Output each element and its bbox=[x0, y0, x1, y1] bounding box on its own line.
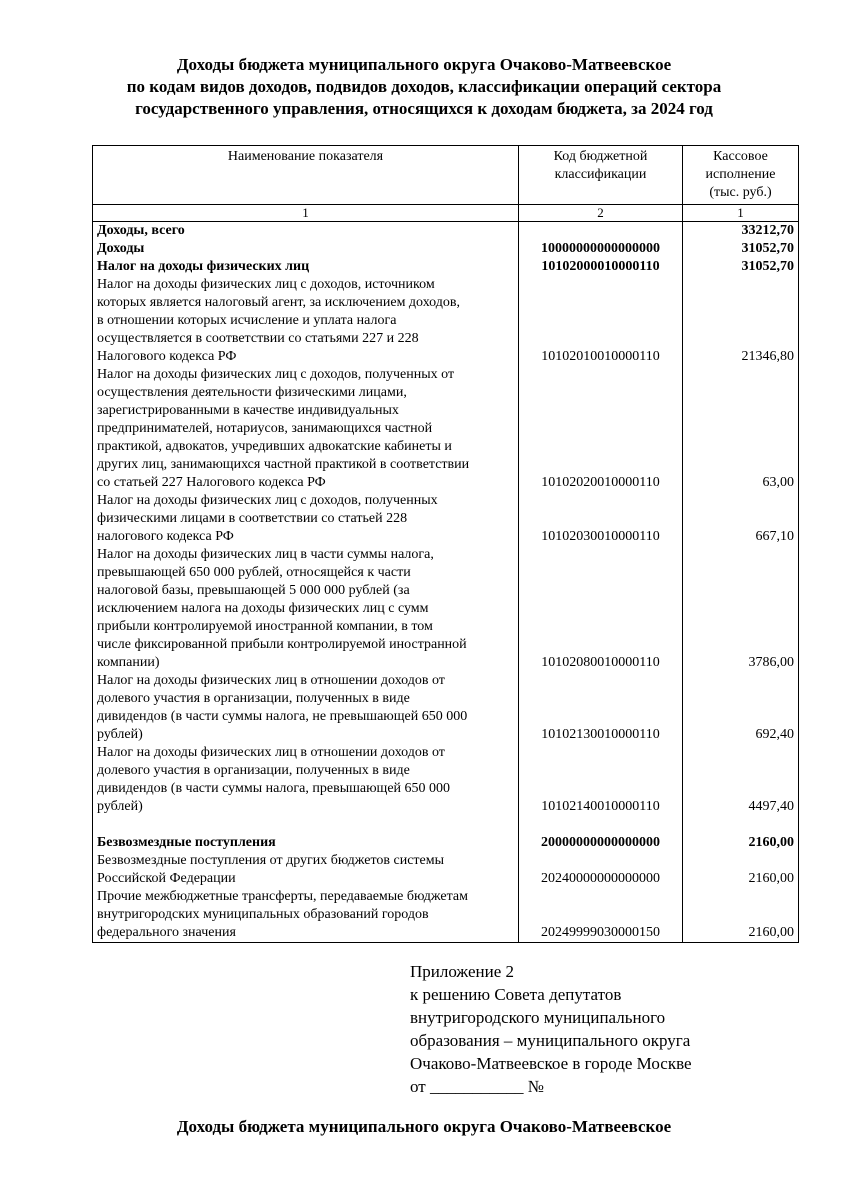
column-number-2: 2 bbox=[519, 205, 683, 222]
budget-code-cell: 10102130010000110 bbox=[519, 672, 683, 744]
spacer-cell bbox=[683, 816, 799, 834]
indicator-name-line: рублей) bbox=[97, 799, 143, 814]
ndfl-dividends-under-650k-row bbox=[93, 672, 799, 744]
budget-code-cell: 10102080010000110 bbox=[519, 546, 683, 672]
table-header-row bbox=[93, 146, 799, 205]
indicator-name-line: осуществления деятельности физическими лицами, bbox=[97, 385, 407, 400]
indicator-name-line: зарегистрированными в качестве индивидуальных bbox=[97, 403, 399, 418]
income-row bbox=[93, 240, 799, 258]
indicator-name-line: Доходы bbox=[97, 241, 145, 256]
indicator-name-line: долевого участия в организации, полученных в виде bbox=[97, 763, 410, 778]
indicator-name-line: практикой, адвокатов, учредивших адвокатские кабинеты и bbox=[97, 439, 452, 454]
indicator-name-line: Налог на доходы физических лиц с доходов, полученных bbox=[97, 493, 438, 508]
cash-execution-cell: 21346,80 bbox=[683, 276, 799, 366]
indicator-name-line: превышающей 650 000 рублей, относящейся к части bbox=[97, 565, 411, 580]
appendix-line-4: образования – муниципального округа bbox=[410, 1031, 691, 1050]
header-code bbox=[519, 146, 683, 205]
indicator-name-line: внутригородских муниципальных образований городов bbox=[97, 907, 429, 922]
indicator-name-line: Налог на доходы физических лиц в отношении доходов от bbox=[97, 673, 445, 688]
header-name bbox=[93, 146, 519, 205]
cash-execution-cell: 667,10 bbox=[683, 492, 799, 546]
header-value bbox=[683, 146, 799, 205]
indicator-name-line: осуществляется в соответствии со статьями 227 и 228 bbox=[97, 331, 419, 346]
appendix-line-1: Приложение 2 bbox=[410, 962, 514, 981]
column-number-3: 1 bbox=[683, 205, 799, 222]
indicator-name-line: предпринимателей, нотариусов, занимающихся частной bbox=[97, 421, 433, 436]
header-code-line-1: Код бюджетной bbox=[553, 149, 648, 164]
gratuitous-budgets-row bbox=[93, 852, 799, 888]
header-name-text: Наименование показателя bbox=[227, 149, 384, 164]
indicator-name-line: Налог на доходы физических лиц с доходов, полученных от bbox=[97, 367, 455, 382]
column-number-1: 1 bbox=[93, 205, 519, 222]
budget-code-cell: 10102020010000110 bbox=[519, 366, 683, 492]
indicator-name-cell bbox=[93, 672, 519, 744]
indicator-name-line: Прочие межбюджетные трансферты, передаваемые бюджетам bbox=[97, 889, 468, 904]
indicator-name-line: Налог на доходы физических лиц в отношении доходов от bbox=[97, 745, 445, 760]
budget-code-cell: 10000000000000000 bbox=[519, 240, 683, 258]
header-value-line-3: (тыс. руб.) bbox=[709, 185, 772, 200]
gratuitous-receipts-row bbox=[93, 834, 799, 852]
budget-code-cell bbox=[519, 222, 683, 241]
budget-code-cell: 10102010010000110 bbox=[519, 276, 683, 366]
indicator-name-line: Безвозмездные поступления bbox=[97, 835, 276, 850]
appendix-line-2: к решению Совета депутатов bbox=[410, 985, 622, 1004]
cash-execution-cell: 2160,00 bbox=[683, 834, 799, 852]
cash-execution-cell: 33212,70 bbox=[683, 222, 799, 241]
budget-code-cell: 10102030010000110 bbox=[519, 492, 683, 546]
indicator-name-line: Налог на доходы физических лиц bbox=[97, 259, 310, 274]
budget-code-cell: 20000000000000000 bbox=[519, 834, 683, 852]
indicator-name-line: рублей) bbox=[97, 727, 143, 742]
indicator-name-line: налоговой базы, превышающей 5 000 000 рублей (за bbox=[97, 583, 410, 598]
cash-execution-cell: 63,00 bbox=[683, 366, 799, 492]
title-line-1: Доходы бюджета муниципального округа Очаково-Матвеевское bbox=[176, 55, 672, 74]
header-value-line-1: Кассовое bbox=[713, 149, 768, 164]
title-line-2: по кодам видов доходов, подвидов доходов, классификации операций сектора bbox=[126, 77, 722, 96]
indicator-name-line: федерального значения bbox=[97, 925, 236, 940]
spacer-cell bbox=[519, 816, 683, 834]
cash-execution-cell: 3786,00 bbox=[683, 546, 799, 672]
ndfl-227-228-row bbox=[93, 276, 799, 366]
indicator-name-line: дивидендов (в части суммы налога, превышающей 650 000 bbox=[97, 781, 451, 796]
indicator-name-line: числе фиксированной прибыли контролируемой иностранной bbox=[97, 637, 467, 652]
appendix-line-6: от ___________ № bbox=[410, 1077, 544, 1096]
indicator-name-cell bbox=[93, 258, 519, 276]
document-title bbox=[0, 54, 848, 120]
title-line-3: государственного управления, относящихся к доходам бюджета, за 2024 год bbox=[135, 99, 713, 118]
cash-execution-cell: 692,40 bbox=[683, 672, 799, 744]
appendix-line-5: Очаково-Матвеевское в городе Москве bbox=[410, 1054, 692, 1073]
indicator-name-line: дивидендов (в части суммы налога, не превышающей 650 000 bbox=[97, 709, 468, 724]
budget-code-cell: 10102140010000110 bbox=[519, 744, 683, 816]
budget-code-cell: 20240000000000000 bbox=[519, 852, 683, 888]
indicator-name-line: физическими лицами в соответствии со статьей 228 bbox=[97, 511, 408, 526]
cash-execution-cell: 31052,70 bbox=[683, 258, 799, 276]
cash-execution-cell: 4497,40 bbox=[683, 744, 799, 816]
ndfl-228-row bbox=[93, 492, 799, 546]
personal-income-tax-row bbox=[93, 258, 799, 276]
indicator-name-line: компании) bbox=[97, 655, 160, 670]
interbudget-transfers-row bbox=[93, 888, 799, 943]
ndfl-650k-row bbox=[93, 546, 799, 672]
indicator-name-line: исключением налога на доходы физических лиц с сумм bbox=[97, 601, 429, 616]
indicator-name-cell bbox=[93, 222, 519, 241]
spacer-row bbox=[93, 816, 799, 834]
indicator-name-line: Безвозмездные поступления от других бюджетов системы bbox=[97, 853, 445, 868]
indicator-name-cell bbox=[93, 888, 519, 943]
indicator-name-line: долевого участия в организации, полученных в виде bbox=[97, 691, 410, 706]
indicator-name-line: прибыли контролируемой иностранной компании, в том bbox=[97, 619, 433, 634]
total-income-row bbox=[93, 222, 799, 241]
footer-title: Доходы бюджета муниципального округа Очаково-Матвеевское bbox=[176, 1117, 672, 1136]
indicator-name-line: Налог на доходы физических лиц в части суммы налога, bbox=[97, 547, 434, 562]
indicator-name-line: других лиц, занимающихся частной практикой в соответствии bbox=[97, 457, 470, 472]
income-table bbox=[92, 145, 799, 943]
column-number-row bbox=[93, 205, 799, 222]
indicator-name-line: со статьей 227 Налогового кодекса РФ bbox=[97, 475, 326, 490]
appendix-note bbox=[410, 960, 692, 1098]
header-code-line-2: классификации bbox=[554, 167, 647, 182]
table-body bbox=[93, 222, 799, 943]
indicator-name-cell bbox=[93, 744, 519, 816]
cash-execution-cell: 31052,70 bbox=[683, 240, 799, 258]
indicator-name-line: Налог на доходы физических лиц с доходов, источником bbox=[97, 277, 435, 292]
indicator-name-cell bbox=[93, 366, 519, 492]
indicator-name-cell bbox=[93, 852, 519, 888]
cash-execution-cell: 2160,00 bbox=[683, 852, 799, 888]
cash-execution-cell: 2160,00 bbox=[683, 888, 799, 943]
indicator-name-line: налогового кодекса РФ bbox=[97, 529, 234, 544]
indicator-name-line: которых является налоговый агент, за исключением доходов, bbox=[97, 295, 461, 310]
indicator-name-cell bbox=[93, 276, 519, 366]
ndfl-227-row bbox=[93, 366, 799, 492]
budget-code-cell: 10102000010000110 bbox=[519, 258, 683, 276]
header-value-line-2: исполнение bbox=[705, 167, 776, 182]
indicator-name-cell bbox=[93, 546, 519, 672]
indicator-name-cell bbox=[93, 240, 519, 258]
appendix-line-3: внутригородского муниципального bbox=[410, 1008, 666, 1027]
ndfl-dividends-over-650k-row bbox=[93, 744, 799, 816]
indicator-name-line: Российской Федерации bbox=[97, 871, 236, 886]
budget-code-cell: 20249999030000150 bbox=[519, 888, 683, 943]
indicator-name-cell bbox=[93, 492, 519, 546]
spacer-cell bbox=[93, 816, 519, 834]
indicator-name-cell bbox=[93, 834, 519, 852]
indicator-name-line: Налогового кодекса РФ bbox=[97, 349, 237, 364]
indicator-name-line: в отношении которых исчисление и уплата налога bbox=[97, 313, 397, 328]
indicator-name-line: Доходы, всего bbox=[97, 223, 185, 238]
